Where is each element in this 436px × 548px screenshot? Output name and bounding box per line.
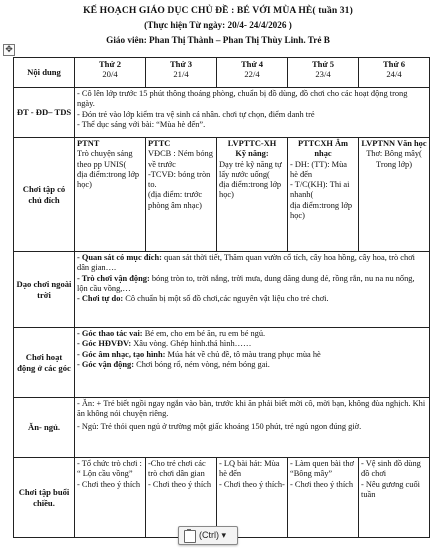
dropdown-arrow-icon: ▾ (221, 530, 227, 540)
row-label-afternoon: Chơi tập buổi chiều. (14, 458, 75, 538)
afternoon-line: - Làm quen bài thơ “Bông mây” (290, 459, 354, 479)
row-focused-activity (14, 138, 430, 252)
activity-title: PTNT (77, 139, 100, 148)
row-eat-sleep (14, 398, 430, 458)
afternoon-line: - Vệ sinh đồ dùng đồ chơi (361, 459, 421, 479)
day-header-3 (217, 58, 288, 88)
activity-line: -TCVĐ: bóng tròn to. (148, 169, 211, 189)
corner-item-head: - Góc vận động: (77, 359, 135, 369)
corner-item (77, 339, 427, 349)
afternoon-line: - Nêu gương cuối tuần (361, 479, 420, 499)
plan-dates: (Thực hiện Từ ngày: 20/4- 24/4/2026 ) (144, 20, 292, 30)
outdoor-item-head: - Chơi tự do: (77, 294, 124, 303)
afternoon-fri (359, 458, 430, 538)
row-outdoor (14, 252, 430, 328)
table-move-handle-icon[interactable]: ✥ (3, 44, 15, 56)
corner-item-head: - Góc thao tác vai: (77, 329, 143, 338)
plan-title: KẾ HOẠCH GIÁO DỤC CHỦ ĐỀ : BÉ VỚI MÙA HÈ( tuần 31) (83, 5, 353, 16)
corner-item-text: Xâu vòng. Ghép hình.thả hình…… (131, 339, 252, 349)
day-date: 22/4 (244, 69, 260, 80)
activity-line: Trò chuyện sáng theo pp UNIS( (77, 149, 133, 169)
outdoor-item-text: Cô chuẩn bị một số đồ chơi,các nguyên vật liệu cho trẻ chơi. (123, 294, 329, 303)
afternoon-line: “ Lộn cầu vồng” (77, 469, 133, 479)
row-label-focused-activity: Chơi tập có chủ đích (14, 138, 75, 252)
row-welcome (14, 88, 430, 138)
plan-teachers: Giáo viên: Phan Thị Thành – Phan Thị Thùy Linh. Trẻ B (106, 35, 330, 45)
activity-line: địa điểm:trong lớp học) (219, 180, 282, 200)
eat-line: - Ăn: + Trẻ biết ngồi ngay ngắn vào bàn, trước khi ăn phải biết mời cô, mời bạn, không đùa nghịch. Khi ăn không nói chuyện riêng. (77, 399, 426, 419)
activity-line: - T/C(KH): Thi ai nhanh( (290, 180, 350, 200)
plan-table (13, 57, 430, 538)
day-header-2 (146, 58, 217, 88)
row-corners (14, 328, 430, 398)
day-name: Thứ 2 (98, 59, 122, 69)
sleep-line: - Ngủ: Trẻ thói quen ngủ ở trường một giấc khoảng 150 phút, trẻ ngủ ngon đúng giờ. (77, 421, 362, 431)
corner-item (77, 350, 427, 360)
activity-line: địa điểm:trong lớp học) (77, 169, 140, 189)
activity-line: Thơ: Bông mây( Trong lớp) (366, 149, 422, 169)
afternoon-mon (75, 458, 146, 538)
activity-line: (địa điểm: trước phòng âm nhạc) (148, 190, 203, 210)
clipboard-icon (184, 530, 196, 543)
activity-line: VĐCB : Ném bóng về trước (148, 149, 213, 169)
welcome-line: - Thể dục sáng với bài: “Mùa hè đến”. (77, 119, 206, 129)
corner-item-head: - Góc HĐVĐV: (77, 339, 132, 349)
corner-item (77, 360, 427, 370)
corner-item-text: Chơi bóng rổ, ném vòng, ném bóng gai. (134, 359, 270, 369)
welcome-content (75, 88, 430, 138)
col-header-content: Nội dung (14, 58, 75, 88)
focused-activity-thu (288, 138, 359, 252)
afternoon-line: - Tổ chức trò chơi : (77, 459, 142, 468)
paste-options-label: (Ctrl) (199, 530, 219, 540)
activity-title: PTTCXH Âm nhạc (297, 139, 349, 159)
day-header-5 (359, 58, 430, 88)
outdoor-item (77, 294, 427, 304)
corner-item-head: - Góc âm nhạc, tạo hình: (77, 349, 166, 359)
focused-activity-tue (146, 138, 217, 252)
activity-title: LVPTNN Văn học (361, 139, 427, 148)
afternoon-line: -Cho trẻ chơi các trò chơi dân gian (148, 459, 206, 479)
row-label-welcome: ĐT - ĐD– TDS (14, 88, 75, 138)
day-name: Thứ 5 (311, 59, 335, 69)
activity-line: - DH: (TT): Mùa hè đến (290, 159, 347, 179)
paste-options-button[interactable] (178, 526, 238, 545)
day-header-1 (75, 58, 146, 88)
activity-line: Dạy trẻ kỹ năng tự lấy nước uống( (219, 159, 282, 179)
afternoon-thu (288, 458, 359, 538)
outdoor-content (75, 252, 430, 328)
row-label-corners: Chơi hoạt động ở các góc (14, 328, 75, 398)
outdoor-item-head: - Trò chơi vận động: (77, 273, 150, 283)
corner-item-text: Bé em, cho em bé ăn, ru em bé ngủ. (142, 329, 266, 338)
focused-activity-wed (217, 138, 288, 252)
afternoon-line: - Chơi theo ý thích- (219, 479, 285, 489)
corner-item (77, 329, 427, 339)
outdoor-item-text: bóng tròn to, trời nắng, trời mưa, dung dăng dung dẻ, rồng rắn, nu na nu nống, lộn cầu vồng,… (77, 273, 415, 293)
afternoon-line: - Chơi theo ý thích (77, 479, 141, 489)
activity-title: PTTC (148, 139, 171, 148)
afternoon-line: - Chơi theo ý thích (290, 479, 354, 489)
header-row (14, 58, 430, 88)
corner-item-text: Múa hát về chủ đề, tô màu trang phục mùa hè (165, 349, 321, 359)
activity-line: địa điểm:trong lớp học) (290, 200, 353, 220)
outdoor-item-text: quan sát thời tiết, Thăm quan vườn cổ tích, cây hoa hồng, cây hoa, trò chơi dân gian…. (77, 253, 415, 273)
day-name: Thứ 3 (169, 59, 193, 69)
day-date: 23/4 (315, 69, 331, 80)
activity-line: Kỹ năng: (235, 149, 269, 159)
afternoon-line: - Chơi theo ý thích (148, 479, 212, 489)
day-date: 21/4 (173, 69, 189, 80)
row-label-outdoor: Dạo chơi ngoài trời (14, 252, 75, 328)
day-name: Thứ 4 (240, 59, 264, 69)
day-name: Thứ 6 (382, 59, 406, 69)
day-header-4 (288, 58, 359, 88)
day-date: 20/4 (102, 69, 118, 80)
welcome-line: - Đón trẻ vào lớp kiểm tra vệ sinh cá nhân. chơi tự chọn, điểm danh trẻ (77, 109, 315, 119)
afternoon-line: - LQ bài hát: Mùa hè đến (219, 459, 280, 479)
day-date: 24/4 (386, 69, 402, 80)
focused-activity-mon (75, 138, 146, 252)
eat-sleep-content (75, 398, 430, 458)
outdoor-item (77, 274, 427, 295)
outdoor-item (77, 253, 427, 274)
activity-title: LVPTTC-XH (227, 139, 277, 148)
row-label-eat-sleep: Ăn- ngủ. (14, 398, 75, 458)
focused-activity-fri (359, 138, 430, 252)
corners-content (75, 328, 430, 398)
outdoor-item-head: - Quan sát có mục đích: (77, 253, 162, 262)
welcome-line: - Cô lên lớp trước 15 phút thông thoáng phòng, chuẩn bị đồ dùng, đồ chơi cho các hoạt động trong ngày. (77, 89, 408, 109)
